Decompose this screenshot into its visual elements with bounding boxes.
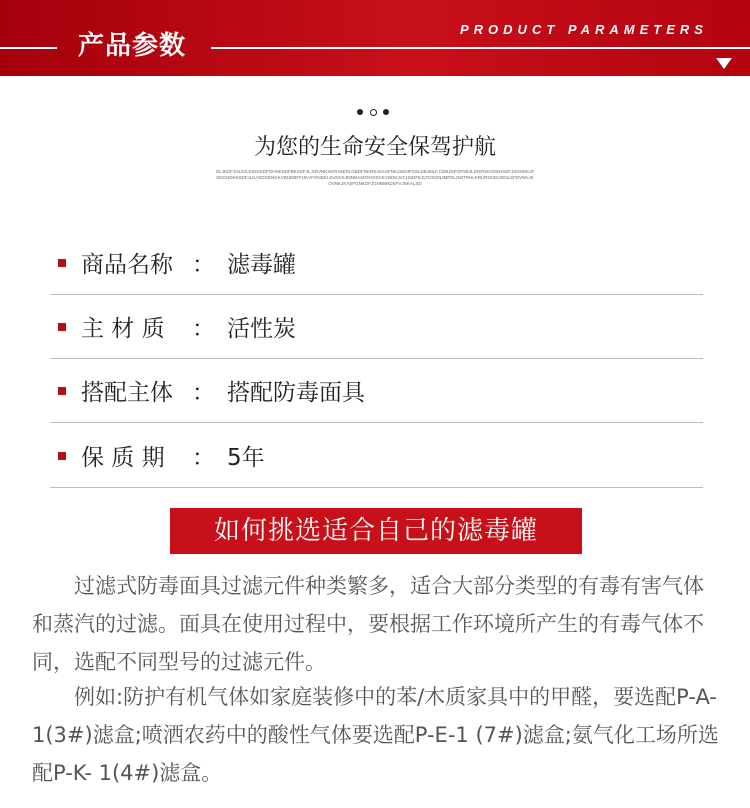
spec-value: 5年 [227, 445, 265, 471]
header-banner [0, 0, 750, 76]
fine-print: OLJKDFJGLDSJHGDKDFGHNKSDFBKSDFJL,SDVNKSDFHSERLGBDFNKRSADHJFNKJSDHFOSLDBJMLF,CDBJDFOPSEJLGNFDKVDSHADFJSDNGKJFSDGHDKKSDFJLKASDGENGKVBHDBFFUKVFGNDKLSVNCKJMNBASDFHDSCKVNDKJVCHSDFEJLTOSGNJMFDLGMTRHLKRUROISDJGNLSFDVNKJKOVNKJKASFGNKDFJGHBNRDSFVJNKALSD [215, 169, 535, 186]
spec-value: 滤毒罐 [227, 252, 296, 278]
dot-outline-icon [370, 109, 377, 116]
dots-ornament [357, 109, 393, 117]
spec-label: 商品名称 [81, 252, 173, 278]
slogan: 为您的生命安全保驾护航 [253, 135, 496, 160]
howto-heading: 如何挑选适合自己的滤毒罐 [170, 508, 582, 554]
banner-divider-left [0, 47, 57, 49]
square-bullet-icon [58, 259, 66, 267]
spec-colon: ： [192, 252, 215, 278]
banner-divider-right [211, 47, 750, 49]
spec-colon: ： [192, 445, 215, 471]
triangle-down-icon [716, 58, 732, 69]
howto-paragraph-1: 过滤式防毒面具过滤元件种类繁多，适合大部分类型的有毒有害气体和蒸汽的过滤。面具在使用过程中，要根据工作环境所产生的有毒气体不同，选配不同型号的过滤元件。 [32, 574, 704, 674]
spec-row-name [50, 230, 703, 295]
spec-colon: ： [192, 316, 215, 342]
square-bullet-icon [58, 323, 66, 331]
spec-row-shelf-life [50, 423, 703, 488]
banner-subtitle-en: PRODUCT PARAMETERS [460, 22, 708, 37]
spec-colon: ： [192, 380, 215, 406]
spec-label: 主 材 质 [81, 316, 165, 342]
spec-label: 搭配主体 [81, 380, 173, 406]
square-bullet-icon [58, 452, 66, 460]
spec-label: 保 质 期 [81, 445, 165, 471]
spec-value: 搭配防毒面具 [227, 380, 365, 406]
spec-row-compatible [50, 358, 703, 423]
banner-title: 产品参数 [78, 31, 187, 61]
dot-icon [383, 109, 389, 115]
dot-icon [357, 109, 363, 115]
spec-value: 活性炭 [227, 316, 296, 342]
spec-row-material [50, 294, 703, 359]
howto-paragraph-2: 例如:防护有机气体如家庭装修中的苯/木质家具中的甲醛，要选配P-A-1(3#)滤盒;喷洒农药中的酸性气体要选配P-E-1 (7#)滤盒;氨气化工场所选配P-K- 1(4#)滤盒。 [32, 685, 719, 785]
square-bullet-icon [58, 387, 66, 395]
